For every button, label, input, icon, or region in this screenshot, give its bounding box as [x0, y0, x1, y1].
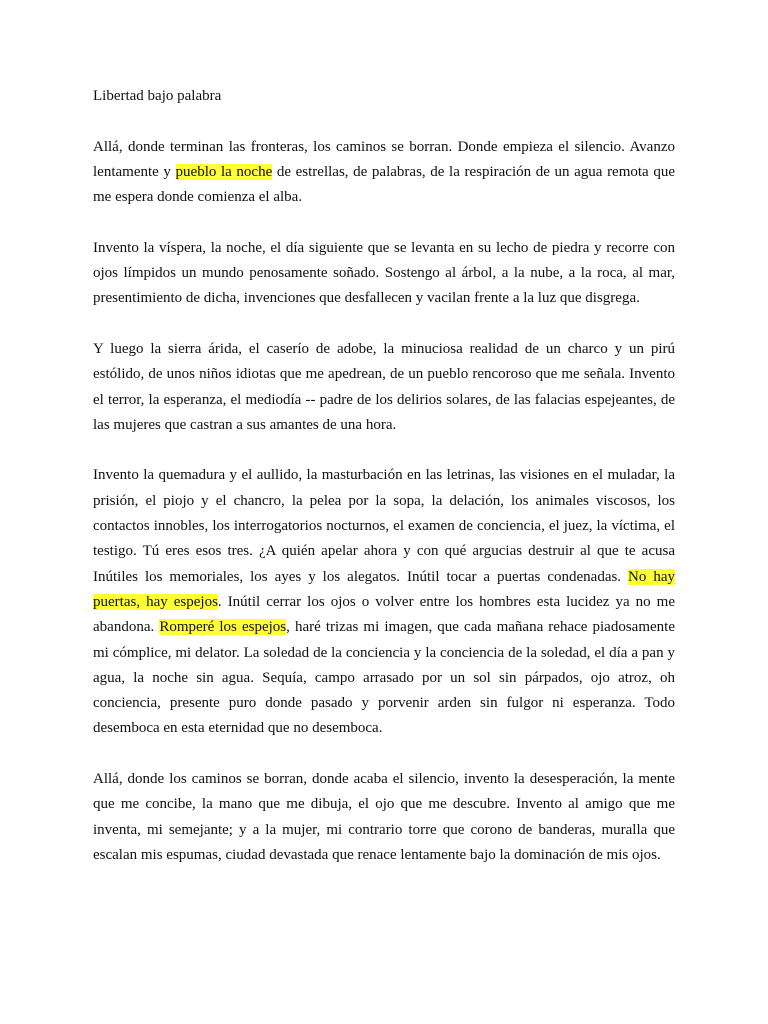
document-title: Libertad bajo palabra	[93, 88, 222, 104]
paragraph-text: Invento la quemadura y el aullido, la masturbación en las letrinas, las visiones en el muladar, la prisión, el piojo y el chancro, la pelea por la sopa, la delación, los animales viscosos, los contactos innobles, los interrogatorios nocturnos, el examen de conciencia, el juez, la víctima, el testigo. Tú eres esos tres. ¿A quién apelar ahora y con qué argucias destruir al que te acusa Inútiles los memoriales, los ayes y los alegatos. Inútil tocar a puertas condenadas.	[93, 467, 675, 585]
paragraph-text: Allá, donde los caminos se borran, donde acaba el silencio, invento la desesperación, la mente que me concibe, la mano que me dibuja, el ojo que me descubre. Invento al amigo que me inventa, mi semejante; y a la mujer, mi contrario torre que corono de banderas, muralla que escalan mis espumas, ciudad devastada que renace lentamente bajo la dominación de mis ojos.	[93, 771, 675, 863]
document-body	[93, 135, 675, 869]
paragraph-text: Invento la víspera, la noche, el día siguiente que se levanta en su lecho de piedra y recorre con ojos límpidos un mundo penosamente soñado. Sostengo al árbol, a la nube, a la roca, al mar, presentimiento de dicha, invenciones que desfallecen y vacilan frente a la luz que disgrega.	[93, 239, 675, 307]
document-page	[93, 84, 675, 894]
paragraph	[93, 236, 675, 312]
paragraph-text: de estrellas, de palabras, de la respiración de un agua remota que me espera donde comienza el alba.	[93, 163, 675, 206]
paragraph	[93, 463, 675, 741]
paragraph	[93, 767, 675, 868]
paragraph-text: . Inútil cerrar los ojos o volver entre los hombres esta lucidez ya no me abandona.	[93, 593, 675, 636]
paragraph	[93, 337, 675, 438]
highlighted-text: pueblo la noche	[175, 163, 273, 180]
paragraph-text: , haré trizas mi imagen, que cada mañana rehace piadosamente mi cómplice, mi delator. La soledad de la conciencia y la conciencia de la soledad, el día a pan y agua, la noche sin agua. Sequía, campo arrasado por un sol sin párpados, ojo atroz, oh conciencia, presente puro donde pasado y porvenir arden sin fulgor ni esperanza. Todo desemboca en esta eternidad que no desemboca.	[93, 619, 675, 737]
highlighted-text: No hay puertas, hay espejos	[93, 568, 675, 610]
paragraph	[93, 135, 675, 211]
paragraph-text: Allá, donde terminan las fronteras, los caminos se borran. Donde empieza el silencio. Avanzo lentamente y	[93, 138, 675, 180]
paragraph-text: Y luego la sierra árida, el caserío de adobe, la minuciosa realidad de un charco y un pirú estólido, de unos niños idiotas que me apedrean, de un pueblo rencoroso que me señala. Invento el terror, la esperanza, el mediodía -- padre de los delirios solares, de las falacias espejeantes, de las mujeres que castran a sus amantes de una hora.	[93, 340, 675, 433]
highlighted-text: Romperé los espejos	[159, 619, 287, 636]
